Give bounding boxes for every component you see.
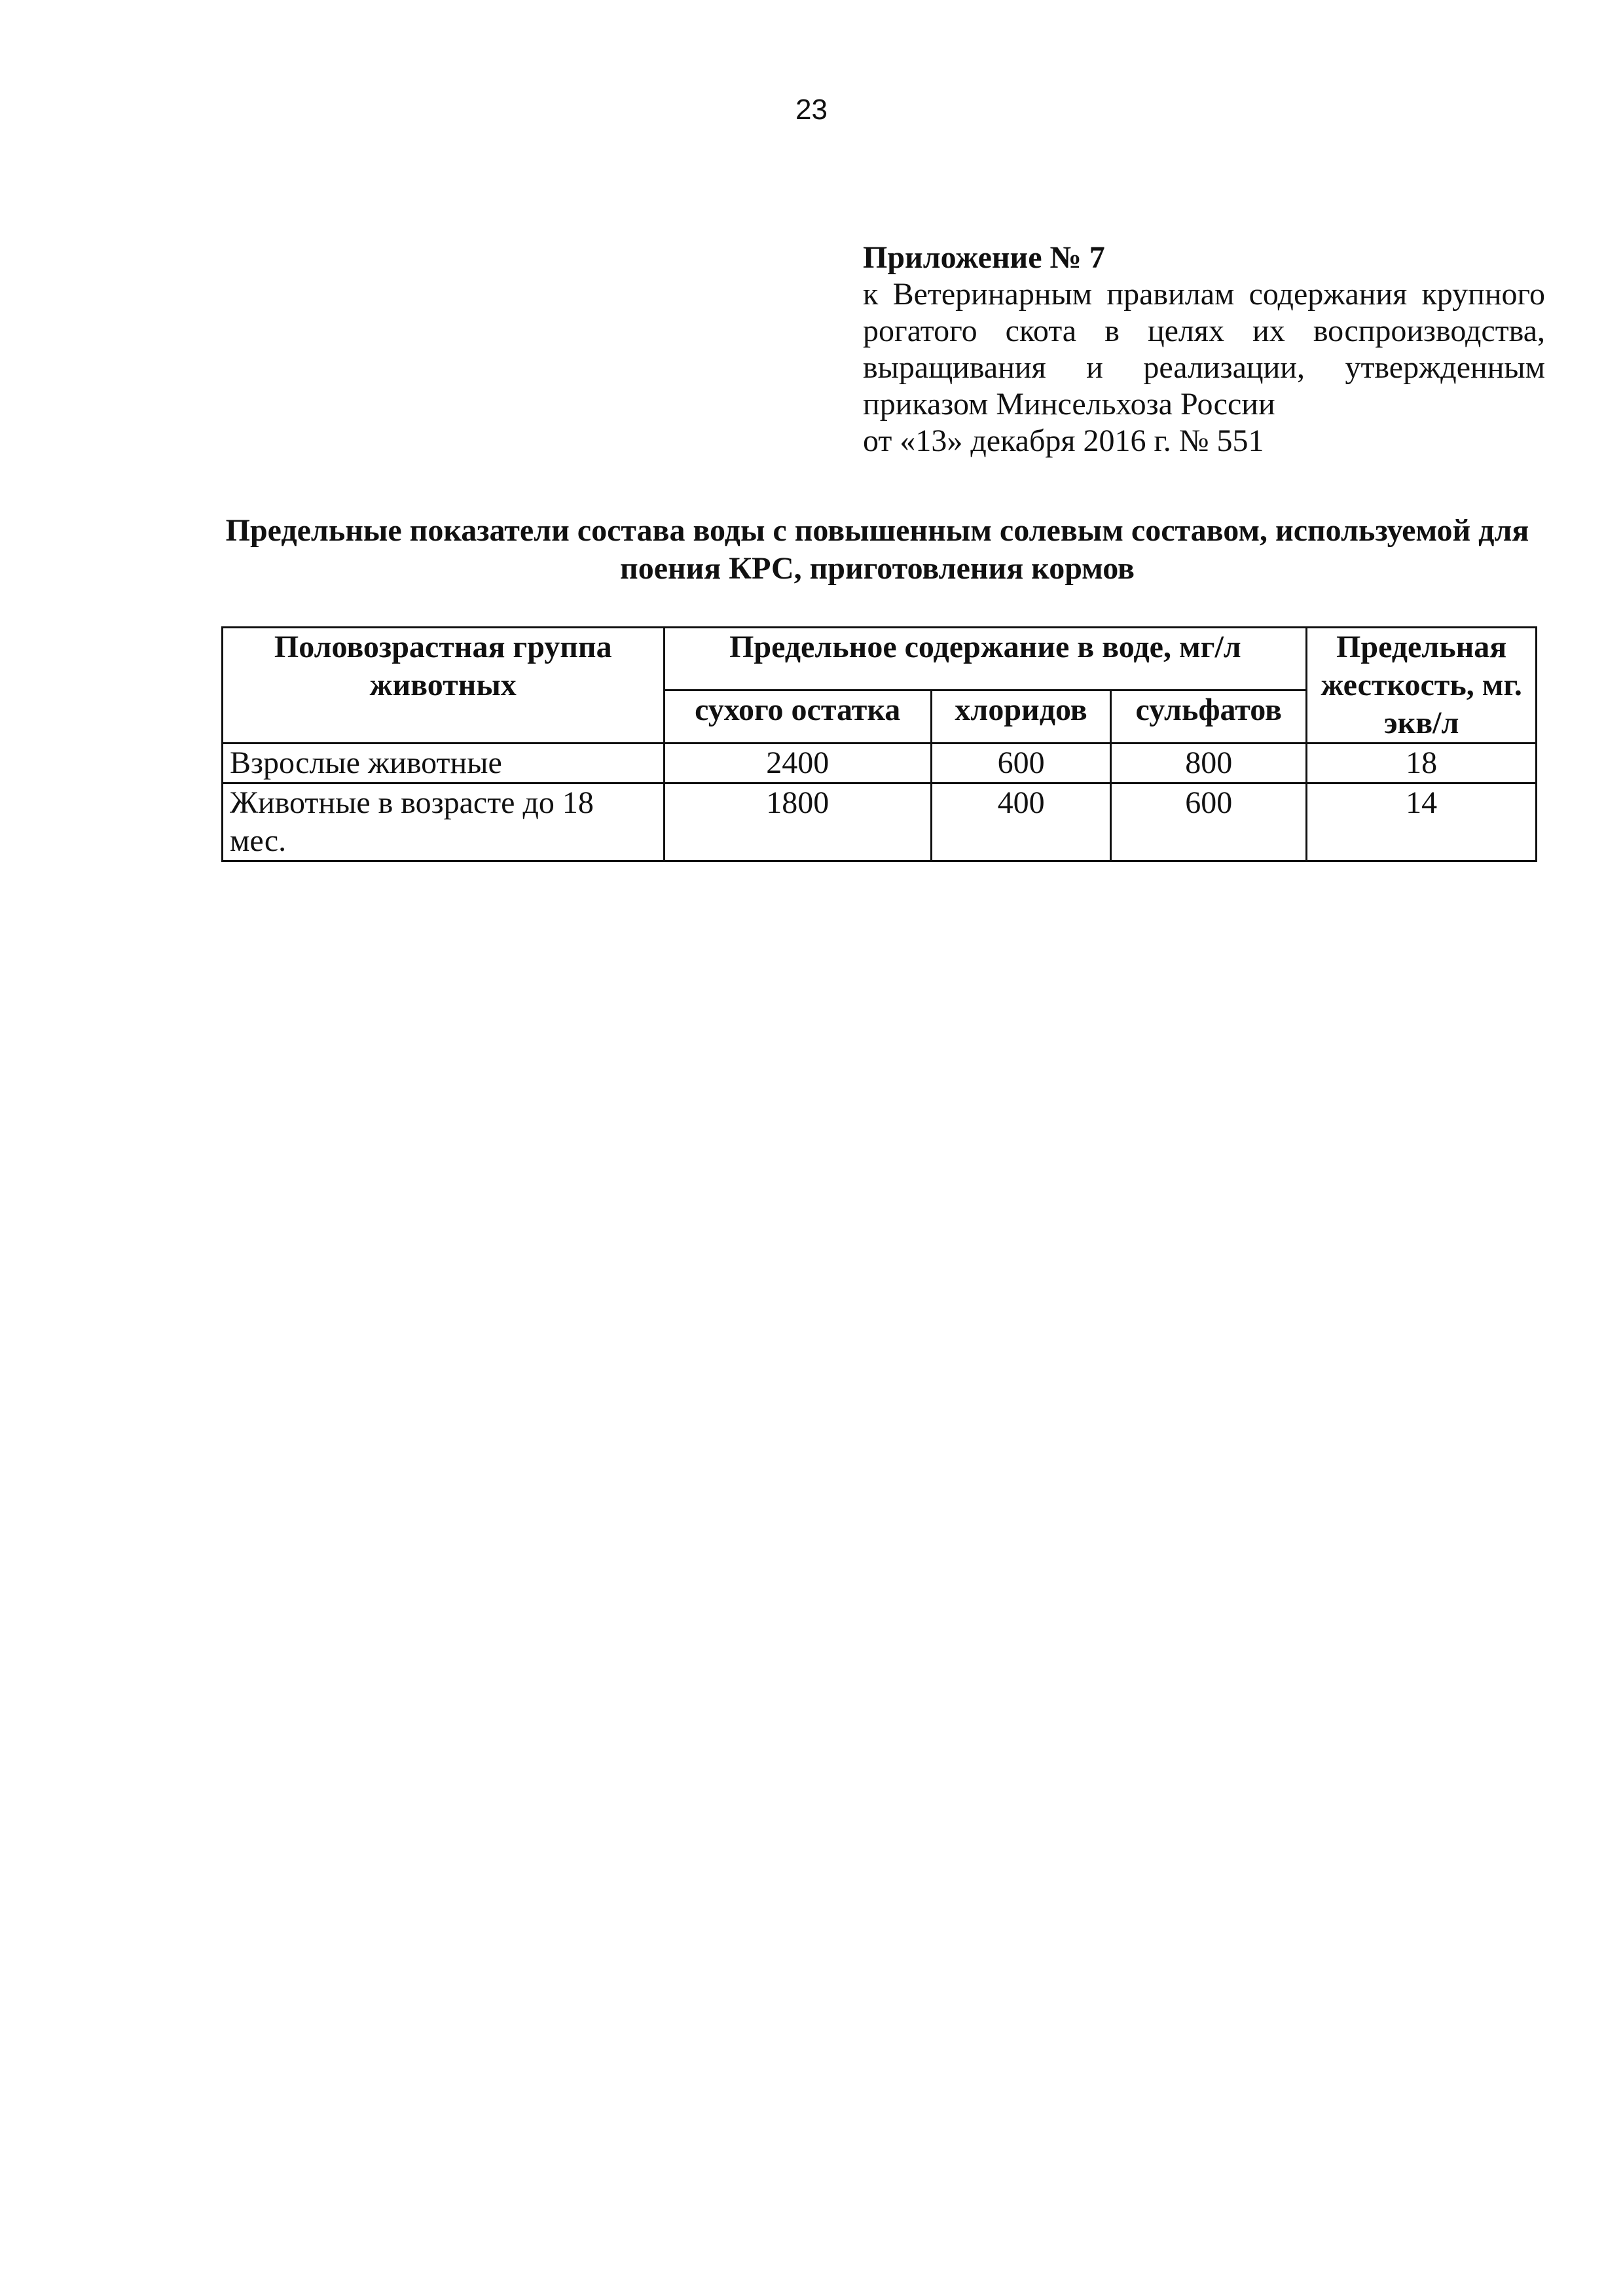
cell-group: Взрослые животные: [223, 744, 665, 783]
header-content-limit: Предельное содержание в воде, мг/л: [664, 628, 1307, 691]
header-hardness: Предельная жесткость, мг. экв/л: [1307, 628, 1537, 744]
appendix-title: Приложение № 7: [863, 240, 1105, 275]
cell-chlorides: 600: [931, 744, 1110, 783]
cell-sulfates: 600: [1111, 783, 1307, 861]
appendix-date-line: от «13» декабря 2016 г. № 551: [863, 423, 1264, 458]
cell-group: Животные в возрасте до 18 мес.: [223, 783, 665, 861]
appendix-header: [863, 240, 1545, 459]
cell-chlorides: 400: [931, 783, 1110, 861]
water-limits-table: [221, 626, 1537, 862]
cell-sulfates: 800: [1111, 744, 1307, 783]
table-row: [223, 744, 1537, 783]
appendix-body: к Ветеринарным правилам содержания крупного рогатого скота в целях их воспроизводства, выращивания и реализации, утвержденным приказом Минсельхоза России: [863, 277, 1545, 422]
header-sulfates: сульфатов: [1111, 691, 1307, 744]
table-row: [223, 783, 1537, 861]
page-number: 23: [795, 94, 828, 126]
header-group: Половозрастная группа животных: [223, 628, 665, 744]
document-title: Предельные показатели состава воды с повышенным солевым составом, используемой для поения КРС, приготовления кормов: [225, 513, 1529, 586]
header-dry-residue: сухого остатка: [664, 691, 931, 744]
table-header-row: [223, 628, 1537, 691]
cell-hardness: 18: [1307, 744, 1537, 783]
cell-dry-residue: 1800: [664, 783, 931, 861]
cell-hardness: 14: [1307, 783, 1537, 861]
header-chlorides: хлоридов: [931, 691, 1110, 744]
cell-dry-residue: 2400: [664, 744, 931, 783]
